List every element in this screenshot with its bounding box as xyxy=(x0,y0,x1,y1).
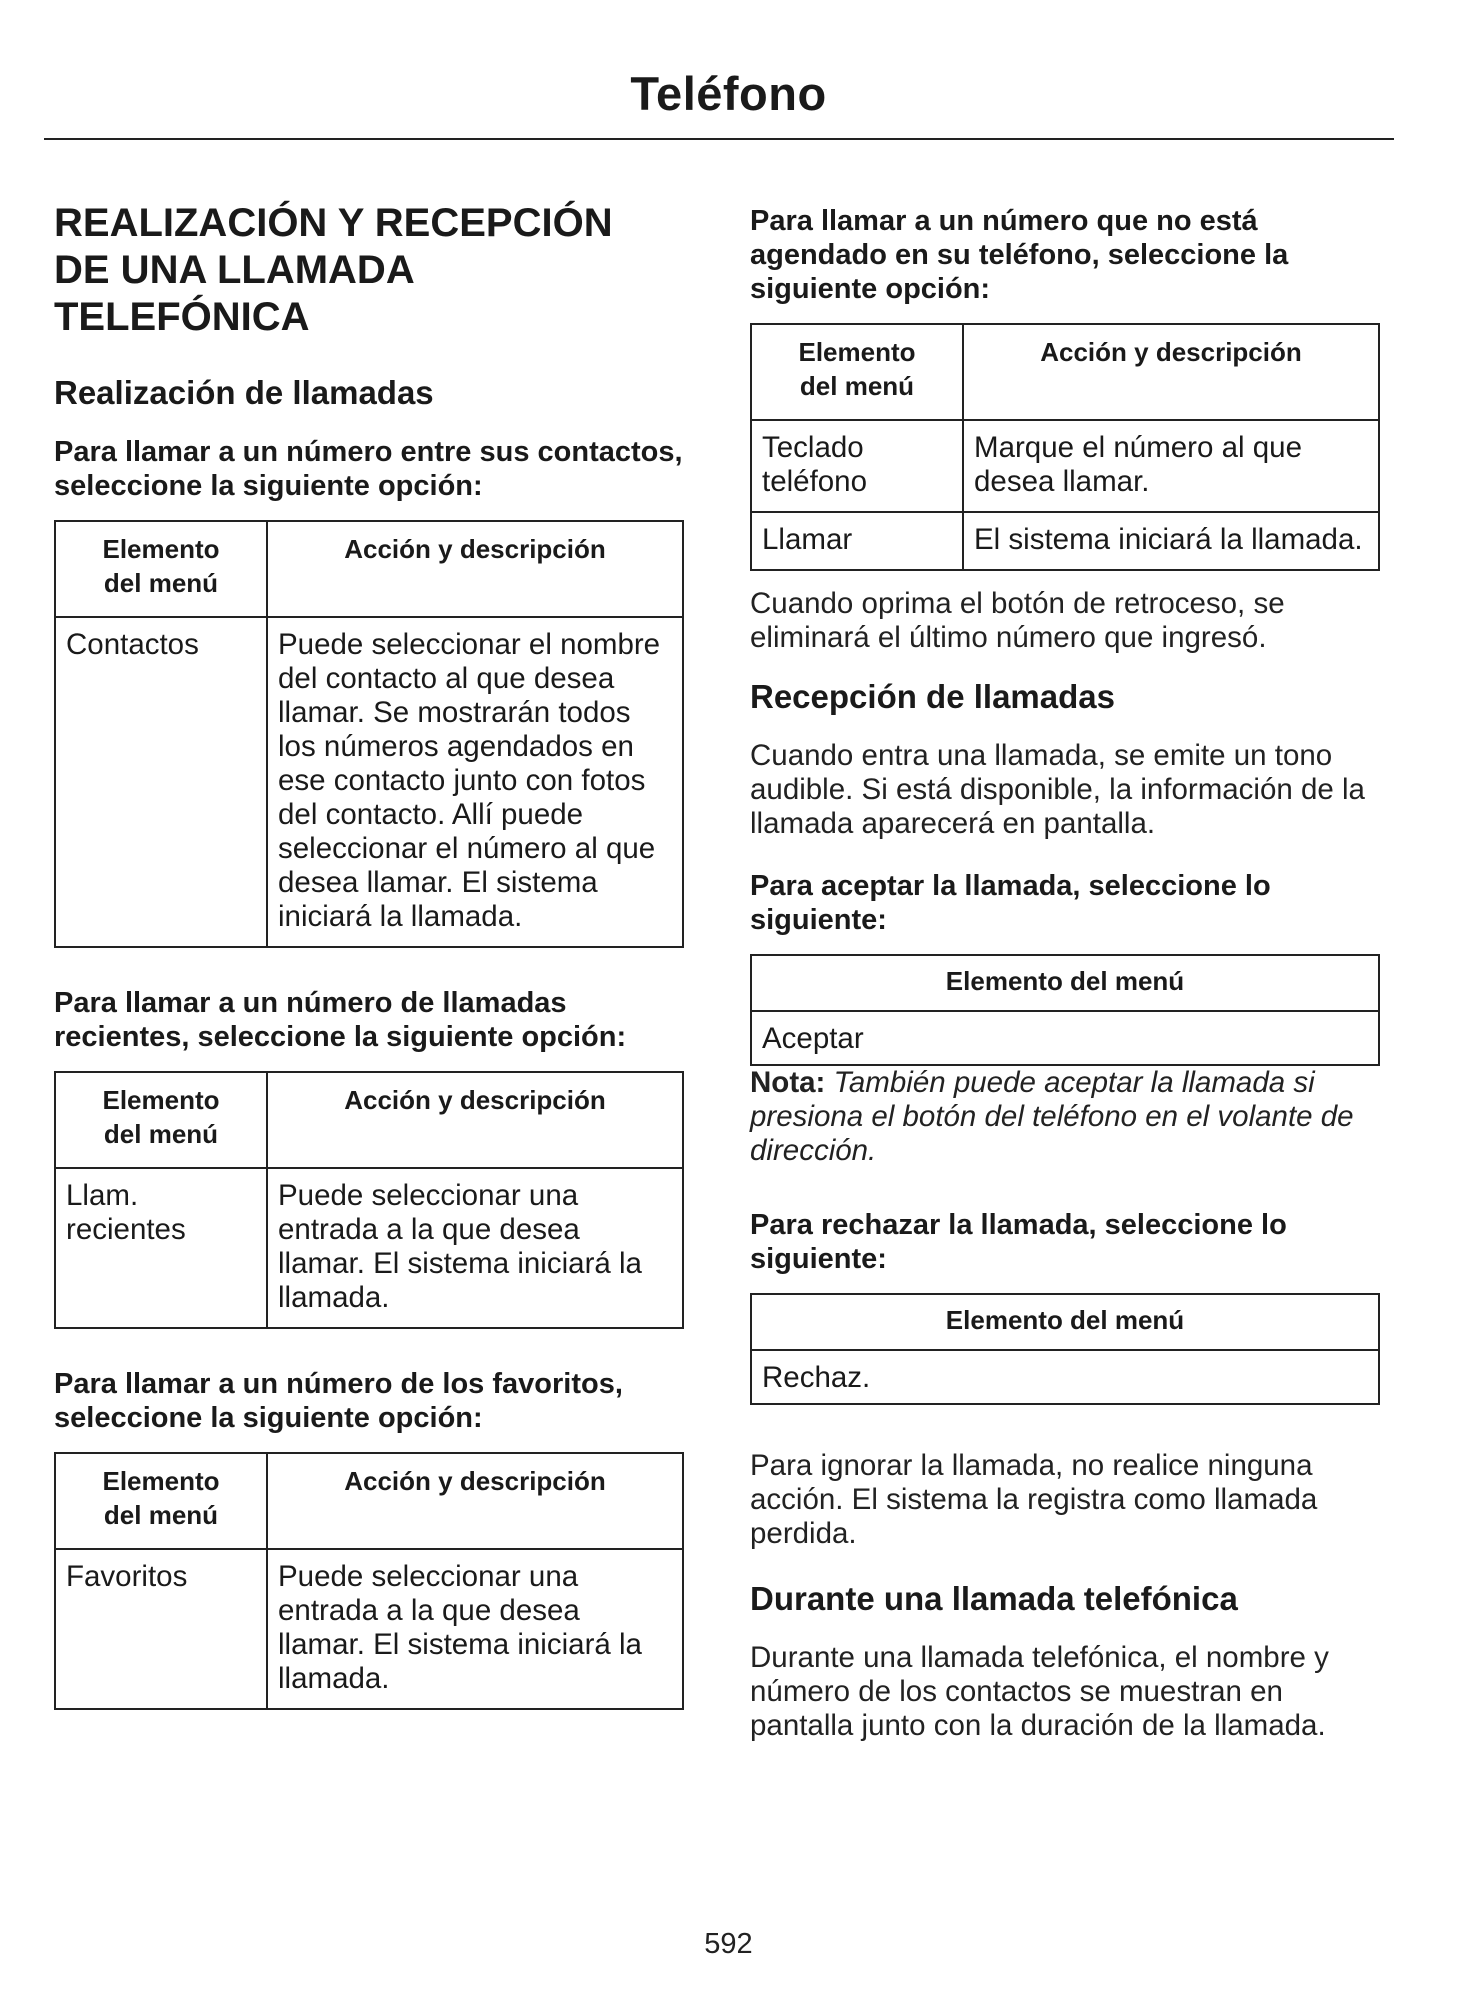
description-cell: Marque el número al que desea llamar. xyxy=(963,420,1379,512)
item-line: Teclado xyxy=(762,431,864,464)
action-column-header: Acción y descripción xyxy=(267,521,683,617)
menu-item-column-header xyxy=(55,1072,267,1168)
menu-item-cell xyxy=(55,1168,267,1328)
table-row xyxy=(55,617,683,947)
header-line: Elemento xyxy=(798,337,916,367)
unlisted-number-table xyxy=(750,323,1380,571)
backspace-paragraph: Cuando oprima el botón de retroceso, se eliminará el último número que ingresó. xyxy=(750,587,1285,654)
item-line: teléfono xyxy=(762,465,867,498)
table-header-row xyxy=(751,955,1379,1011)
accept-table xyxy=(750,954,1380,1066)
ignore-paragraph: Para ignorar la llamada, no realice ninguna acción. El sistema la registra como llamada perdida. xyxy=(750,1449,1318,1550)
table-row xyxy=(751,512,1379,570)
action-column-header: Acción y descripción xyxy=(267,1453,683,1549)
unlisted-number-intro: Para llamar a un número que no está agendado en su teléfono, seleccione la siguiente opción: xyxy=(750,205,1289,305)
menu-item-cell: Favoritos xyxy=(55,1549,267,1709)
table-row xyxy=(751,1011,1379,1065)
table-row xyxy=(55,1168,683,1328)
during-call-paragraph: Durante una llamada telefónica, el nombre y número de los contactos se muestran en pantalla junto con la duración de la llamada. xyxy=(750,1641,1329,1742)
menu-item-cell: Aceptar xyxy=(751,1011,1379,1065)
note-label: Nota: xyxy=(750,1066,826,1099)
menu-item-column-header xyxy=(55,521,267,617)
table-header-row xyxy=(751,1294,1379,1350)
right-column xyxy=(750,204,1380,1765)
note-text: También puede aceptar la llamada si presiona el botón del teléfono en el volante de dirección. xyxy=(750,1066,1354,1167)
header-line: del menú xyxy=(103,1119,219,1149)
during-call-heading: Durante una llamada telefónica xyxy=(750,1580,1238,1617)
table-header-row xyxy=(55,1453,683,1549)
page-number: 592 xyxy=(704,1928,753,1960)
favorites-intro: Para llamar a un número de los favoritos, seleccione la siguiente opción: xyxy=(54,1368,623,1434)
table-row xyxy=(751,420,1379,512)
table-header-row xyxy=(55,1072,683,1168)
menu-item-column-header: Elemento del menú xyxy=(751,955,1379,1011)
table-row xyxy=(751,1350,1379,1404)
header-line: del menú xyxy=(103,1500,219,1530)
left-column xyxy=(54,200,684,1748)
table-row xyxy=(55,1549,683,1709)
main-heading-line-2: DE UNA LLAMADA xyxy=(54,248,415,292)
description-cell: El sistema iniciará la llamada. xyxy=(963,512,1379,570)
menu-item-column-header xyxy=(751,324,963,420)
main-heading xyxy=(54,200,684,341)
description-cell: Puede seleccionar una entrada a la que desea llamar. El sistema iniciará la llamada. xyxy=(267,1549,683,1709)
item-line: Llam. xyxy=(66,1179,139,1212)
receiving-paragraph: Cuando entra una llamada, se emite un tono audible. Si está disponible, la información de la llamada aparecerá en pantalla. xyxy=(750,739,1365,840)
header-rule xyxy=(44,138,1394,140)
favorites-table xyxy=(54,1452,684,1710)
recent-calls-table xyxy=(54,1071,684,1329)
menu-item-cell xyxy=(751,420,963,512)
table-header-row xyxy=(751,324,1379,420)
contacts-table xyxy=(54,520,684,948)
menu-item-cell: Contactos xyxy=(55,617,267,947)
header-line: Elemento xyxy=(102,534,220,564)
header-line: del menú xyxy=(799,371,915,401)
page-title: Teléfono xyxy=(630,67,827,120)
action-column-header: Acción y descripción xyxy=(267,1072,683,1168)
receiving-calls-heading: Recepción de llamadas xyxy=(750,678,1115,715)
menu-item-column-header: Elemento del menú xyxy=(751,1294,1379,1350)
action-column-header: Acción y descripción xyxy=(963,324,1379,420)
reject-table xyxy=(750,1293,1380,1405)
menu-item-column-header xyxy=(55,1453,267,1549)
accept-intro: Para aceptar la llamada, seleccione lo siguiente: xyxy=(750,870,1271,936)
menu-item-cell: Llamar xyxy=(751,512,963,570)
accept-note xyxy=(750,1066,1380,1168)
table-header-row xyxy=(55,521,683,617)
header-line: Elemento xyxy=(102,1085,220,1115)
main-heading-line-1: REALIZACIÓN Y RECEPCIÓN xyxy=(54,201,613,245)
reject-intro: Para rechazar la llamada, seleccione lo siguiente: xyxy=(750,1209,1287,1275)
contacts-intro: Para llamar a un número entre sus contactos, seleccione la siguiente opción: xyxy=(54,436,683,502)
header-line: Elemento xyxy=(102,1466,220,1496)
menu-item-cell: Rechaz. xyxy=(751,1350,1379,1404)
description-cell: Puede seleccionar una entrada a la que desea llamar. El sistema iniciará la llamada. xyxy=(267,1168,683,1328)
recent-calls-intro: Para llamar a un número de llamadas recientes, seleccione la siguiente opción: xyxy=(54,987,627,1053)
description-cell: Puede seleccionar el nombre del contacto al que desea llamar. Se mostrarán todos los números agendados en ese contacto junto con fotos del contacto. Allí puede seleccionar el número al que desea llamar. El sistema iniciará la llamada. xyxy=(267,617,683,947)
header-line: del menú xyxy=(103,568,219,598)
making-calls-heading: Realización de llamadas xyxy=(54,374,434,411)
item-line: recientes xyxy=(66,1213,186,1246)
main-heading-line-3: TELEFÓNICA xyxy=(54,295,310,339)
